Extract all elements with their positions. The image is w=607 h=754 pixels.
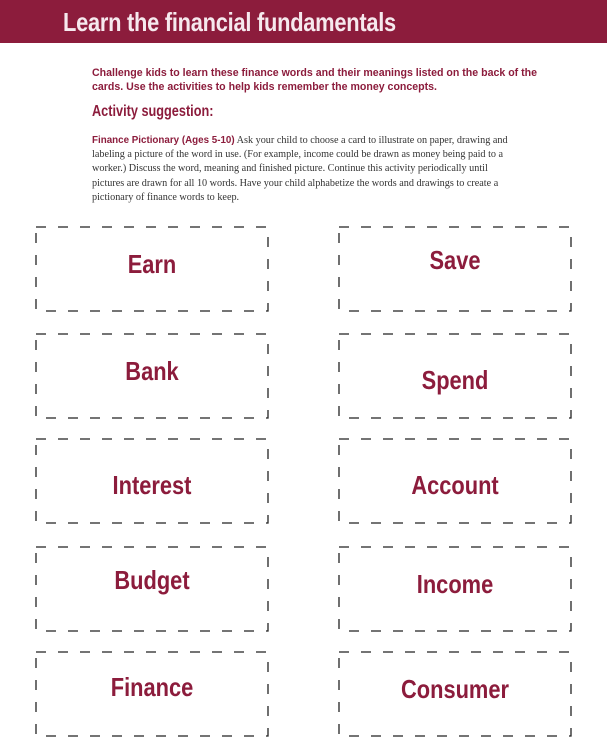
activity-heading: Activity suggestion:: [92, 103, 214, 120]
card-word: Spend: [421, 365, 489, 395]
activity-label: Finance Pictionary (Ages 5-10): [92, 135, 235, 146]
word-card-save: [338, 226, 572, 312]
word-card-consumer: [338, 651, 572, 737]
card-word: Interest: [112, 470, 192, 500]
activity-body: Ask your child to choose a card to illustrate on paper, drawing and labeling a picture of the word in use. (For example, income could be drawn as money being paid to a worker.) Discuss the word, meaning and finished picture. Continue this activity periodically until pictures are drawn for all 10 words. Have your child alphabetize the words and drawings to create a pictionary of finance words to keep.: [92, 135, 508, 203]
activity-description: [92, 134, 520, 205]
word-card-spend: [338, 333, 572, 419]
word-card-finance: [35, 651, 269, 737]
card-word: Earn: [127, 249, 177, 279]
card-word: Account: [411, 470, 499, 500]
word-card-income: [338, 546, 572, 632]
card-word: Consumer: [400, 674, 509, 704]
card-word: Bank: [125, 356, 179, 386]
word-card-interest: [35, 438, 269, 524]
page-title: Learn the financial fundamentals: [63, 7, 396, 37]
card-word: Income: [416, 569, 494, 599]
intro-text: Challenge kids to learn these finance words and their meanings listed on the back of the cards. Use the activities to help kids remember the money concepts.: [92, 67, 538, 93]
card-word: Finance: [110, 672, 194, 702]
card-word: Save: [429, 245, 481, 275]
word-card-earn: [35, 226, 269, 312]
word-card-budget: [35, 546, 269, 632]
card-word: Budget: [114, 565, 190, 595]
word-card-account: [338, 438, 572, 524]
header-banner: [0, 0, 607, 43]
word-card-bank: [35, 333, 269, 419]
